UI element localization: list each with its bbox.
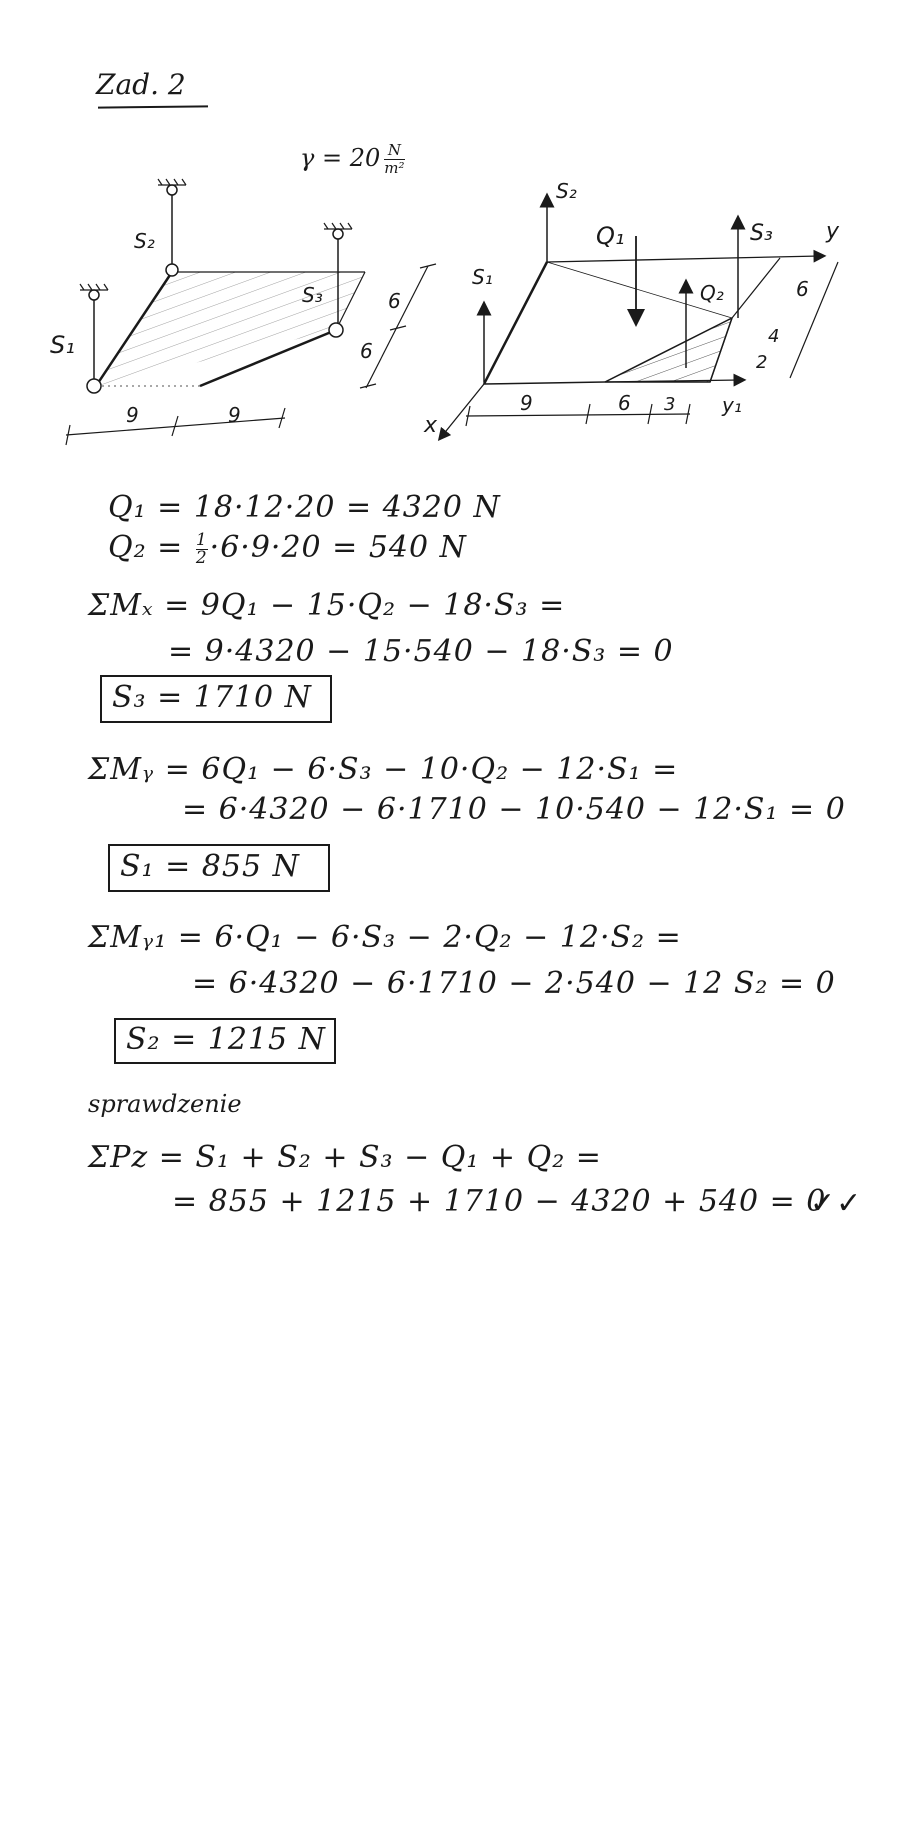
gamma-unit-den: m² — [384, 159, 405, 177]
eq-q1: Q₁ = 18·12·20 = 4320 N — [108, 490, 501, 525]
left-label-s3: S₃ — [302, 283, 323, 307]
result-s2: S₂ = 1215 N — [126, 1022, 326, 1057]
left-figure — [50, 179, 436, 445]
right-figure — [423, 179, 840, 438]
result-s3: S₃ = 1710 N — [112, 680, 312, 715]
left-label-s1: S₁ — [50, 331, 75, 359]
right-axis-y: y — [826, 219, 840, 244]
right-dim-2: 2 — [756, 352, 768, 373]
page-title: Zad. 2 — [96, 68, 186, 101]
eq-pz-2: = 855 + 1215 + 1710 − 4320 + 540 = 0 — [172, 1184, 827, 1219]
right-axis-y1: y₁ — [722, 393, 742, 417]
eq-my-2: = 6·4320 − 6·1710 − 10·540 − 12·S₁ = 0 — [182, 792, 846, 827]
eq-q2-lhs: Q₂ = — [108, 530, 184, 565]
eq-q2 — [108, 530, 467, 567]
check-mark: ✓✓ — [810, 1186, 863, 1221]
eq-q2-frac-den: 2 — [195, 547, 208, 568]
right-label-q2: Q₂ — [700, 281, 724, 305]
right-dim-9: 9 — [520, 391, 533, 415]
eq-my1-2: = 6·4320 − 6·1710 − 2·540 − 12 S₂ = 0 — [192, 966, 836, 1001]
right-label-s2: S₂ — [556, 179, 577, 203]
right-dim-4: 4 — [768, 326, 780, 347]
eq-q2-rhs: ·6·9·20 = 540 N — [209, 530, 467, 565]
eq-mx-1: ΣMₓ = 9Q₁ − 15·Q₂ − 18·S₃ = — [88, 588, 566, 623]
check-label: sprawdzenie — [88, 1090, 242, 1118]
right-label-s1: S₁ — [472, 265, 493, 289]
right-dim-3: 3 — [664, 394, 676, 415]
gamma-value: γ = 20 — [300, 144, 381, 172]
figures — [0, 0, 918, 460]
gamma-unit-num: N — [384, 142, 404, 160]
right-label-q1: Q₁ — [596, 222, 625, 250]
right-label-s3: S₃ — [750, 221, 773, 246]
left-label-s2: S₂ — [134, 229, 155, 253]
eq-my1-1: ΣMᵧ₁ = 6·Q₁ − 6·S₃ − 2·Q₂ − 12·S₂ = — [88, 920, 682, 955]
left-plate — [96, 272, 365, 386]
eq-my-1: ΣMᵧ = 6Q₁ − 6·S₃ − 10·Q₂ − 12·S₁ = — [88, 752, 679, 787]
eq-pz-1: ΣPz = S₁ + S₂ + S₃ − Q₁ + Q₂ = — [88, 1140, 602, 1175]
result-s1: S₁ = 855 N — [120, 849, 300, 884]
left-dim-b1: 9 — [126, 403, 139, 427]
left-dim-h2: 6 — [360, 339, 373, 363]
eq-q2-frac — [195, 529, 208, 568]
eq-mx-2: = 9·4320 − 15·540 − 18·S₃ = 0 — [168, 634, 674, 669]
right-dim-6: 6 — [796, 277, 809, 301]
left-dim-h1: 6 — [388, 289, 401, 313]
right-axis-x: x — [424, 413, 438, 438]
right-dim-6b: 6 — [618, 391, 631, 415]
eq-q2-frac-num: 1 — [195, 529, 208, 550]
right-triangle-q2 — [605, 318, 732, 382]
left-dim-b2: 9 — [228, 403, 241, 427]
